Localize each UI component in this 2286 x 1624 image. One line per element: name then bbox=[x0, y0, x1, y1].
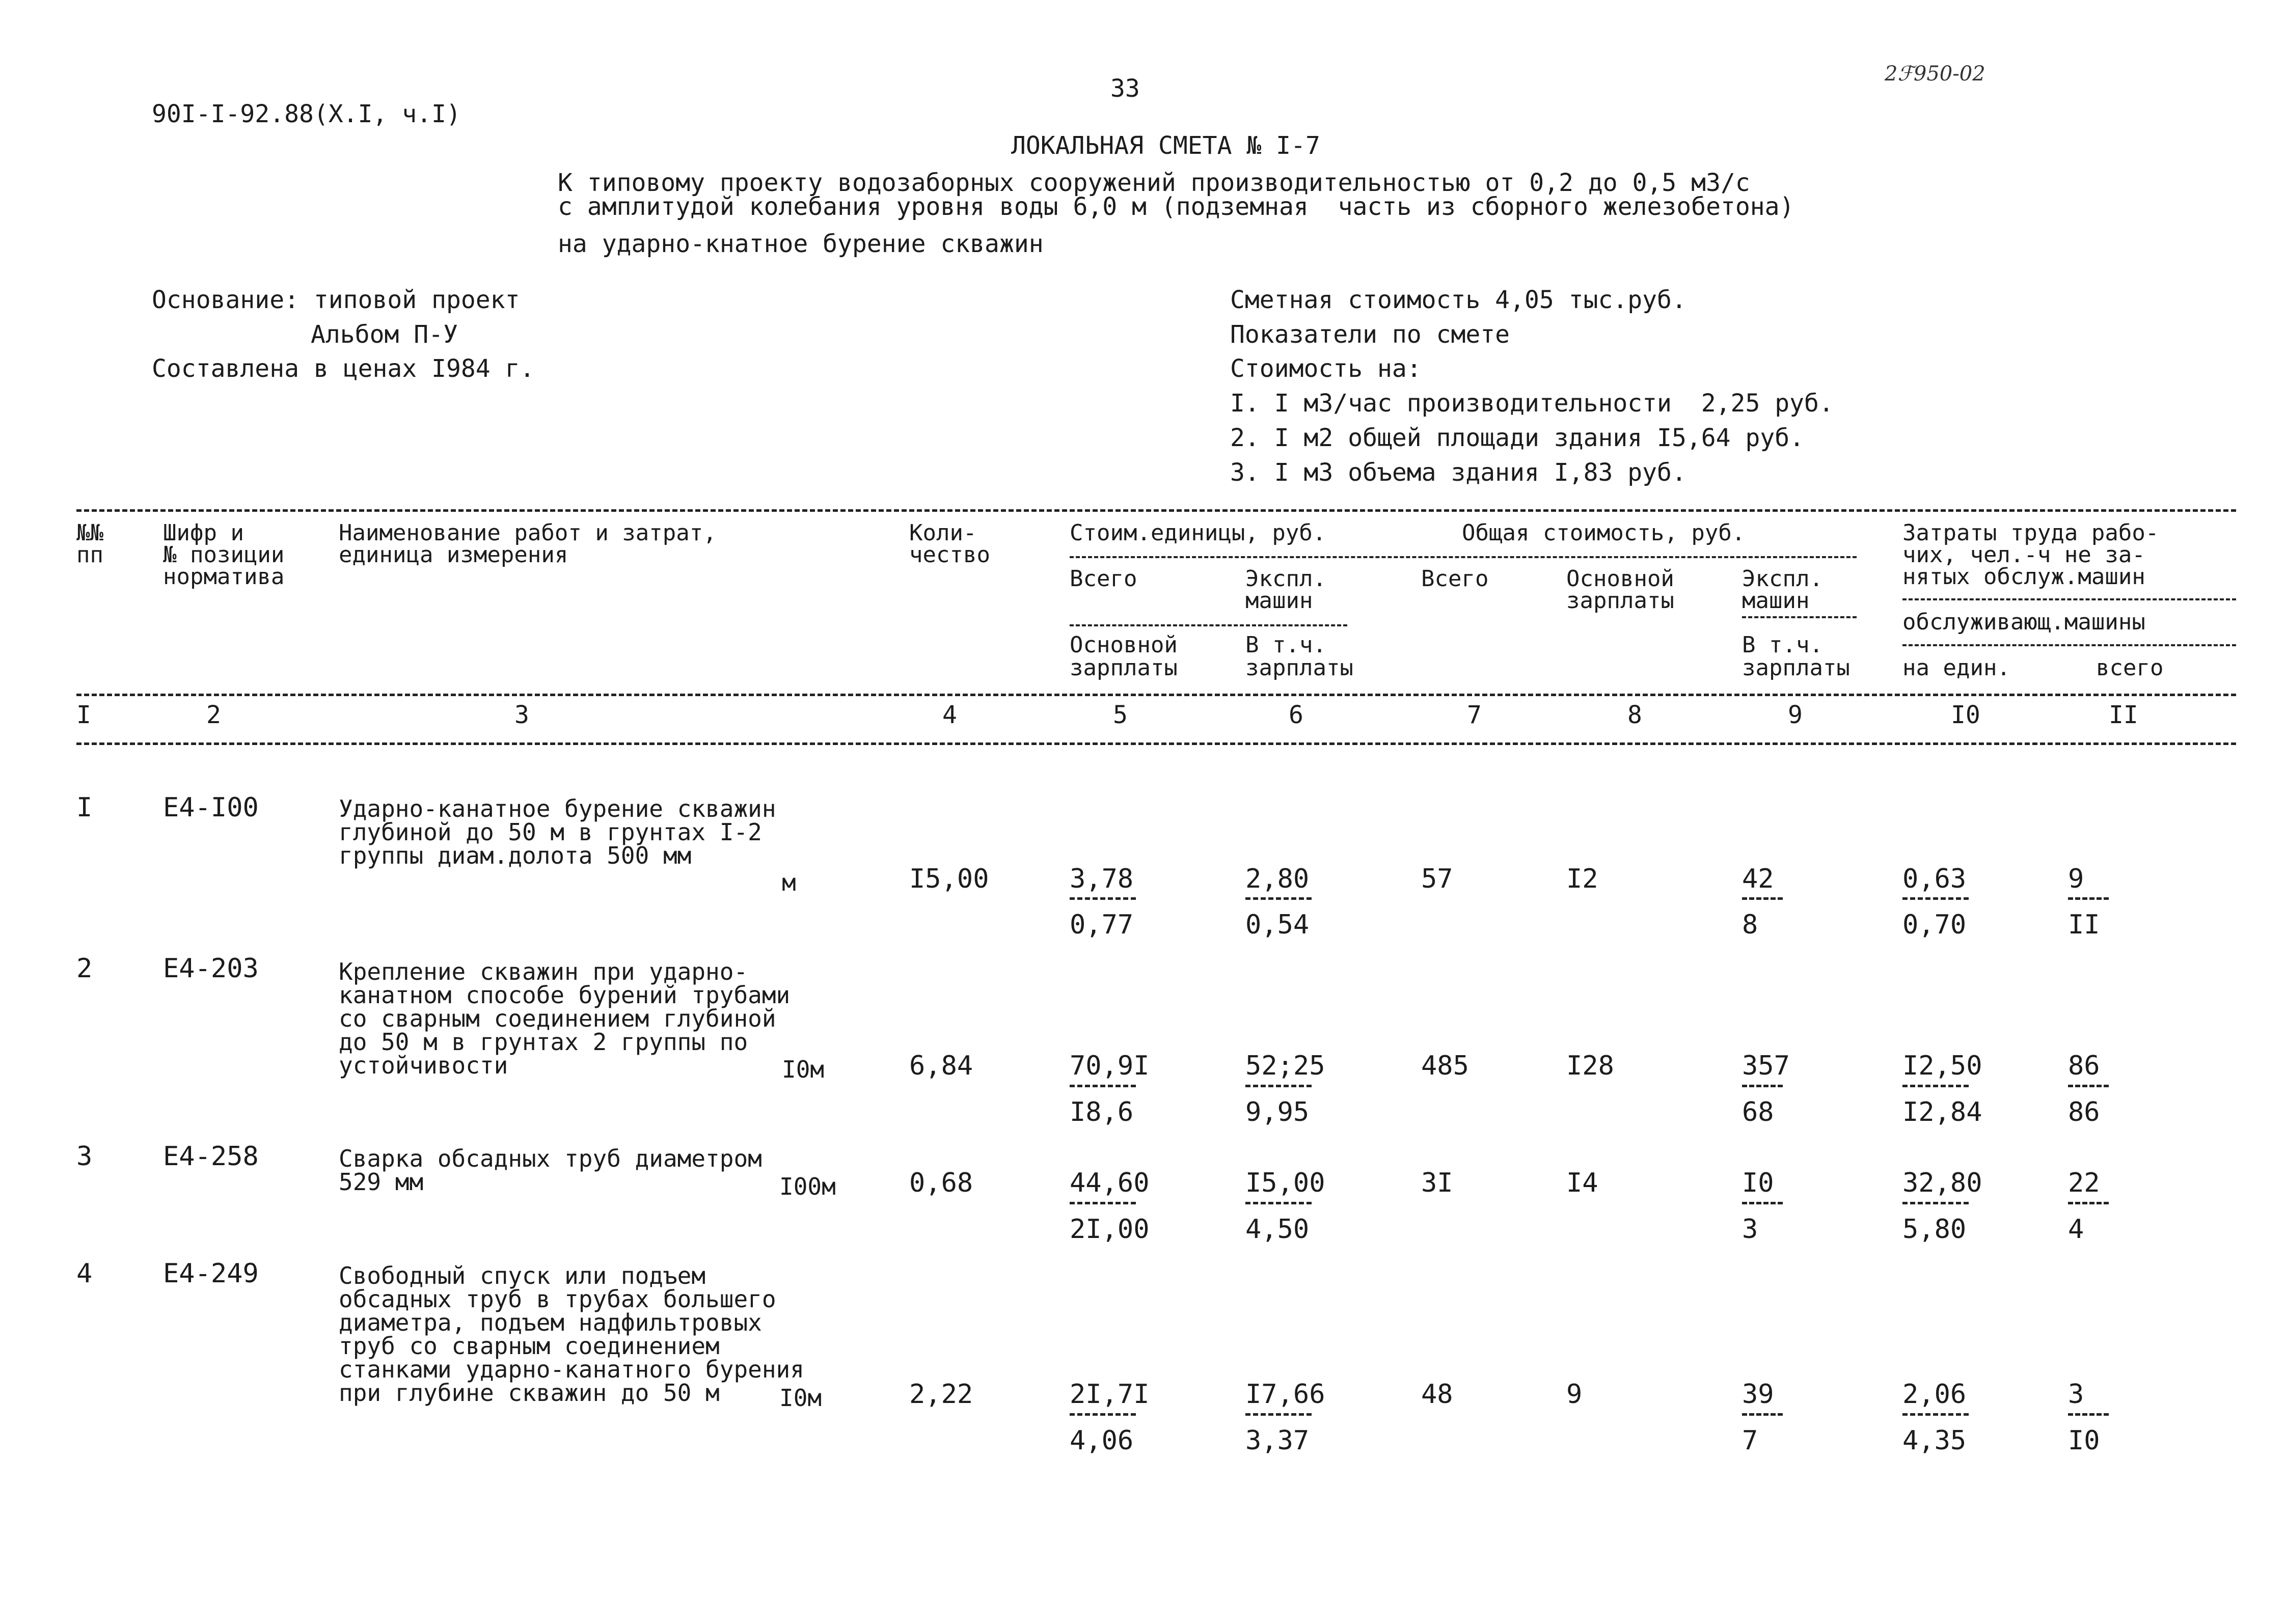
col9-header-top-2: машин bbox=[1742, 588, 1810, 614]
col3-header-1: Наименование работ и затрат, bbox=[339, 520, 717, 546]
page-number: 33 bbox=[1110, 74, 1140, 103]
col9-header-bot-1: В т.ч. bbox=[1742, 632, 1823, 658]
fraction-line bbox=[1070, 1413, 1136, 1416]
basis-line-1: Основание: типовой проект bbox=[152, 286, 520, 314]
page-title: ЛОКАЛЬНАЯ СМЕТА № I-7 bbox=[1011, 131, 1320, 160]
col2-header-3: норматива bbox=[163, 564, 285, 590]
cost-subheader-rule bbox=[1070, 556, 1857, 558]
labor-header-2: чих, чел.-ч не за- bbox=[1902, 542, 2145, 568]
document-code: 90I-I-92.88(X.I, ч.I) bbox=[152, 100, 461, 128]
row-c9-bot: 8 bbox=[1742, 910, 1758, 940]
unit-cost-split-rule bbox=[1070, 624, 1347, 626]
col1-header: №№ bbox=[76, 520, 103, 546]
row-name: Сварка обсадных труб диаметром 529 мм bbox=[339, 1145, 762, 1196]
fraction-line bbox=[2068, 1202, 2109, 1204]
fraction-line bbox=[2068, 897, 2109, 900]
row-number: 3 bbox=[76, 1141, 93, 1172]
fraction-line bbox=[1742, 1413, 1783, 1416]
col1-header-2: пп bbox=[76, 542, 103, 568]
row-c6-bot: 0,54 bbox=[1245, 910, 1310, 940]
unit-cost-header: Стоим.единицы, руб. bbox=[1070, 520, 1326, 546]
col4-header-1: Коли- bbox=[909, 520, 977, 546]
row-qty: 0,68 bbox=[909, 1168, 973, 1198]
fraction-line bbox=[1902, 1413, 1969, 1416]
col-number-1: I bbox=[76, 701, 91, 729]
row-c9-top: 357 bbox=[1742, 1051, 1790, 1081]
labor-rule-2 bbox=[1902, 644, 2236, 646]
row-c7: 3I bbox=[1421, 1168, 1453, 1198]
row-number: 2 bbox=[76, 953, 93, 984]
row-c9-bot: 68 bbox=[1742, 1097, 1774, 1127]
col-number-8: 8 bbox=[1627, 701, 1642, 729]
row-unit: I0м bbox=[782, 1056, 825, 1083]
col2-header-1: Шифр и bbox=[163, 520, 244, 546]
col-number-2: 2 bbox=[206, 701, 221, 729]
row-c11-top: 3 bbox=[2068, 1379, 2084, 1410]
numbers-bottom-rule bbox=[76, 742, 2236, 745]
row-c7: 48 bbox=[1421, 1379, 1453, 1410]
cost-per-volume: 3. I м3 объема здания I,83 руб. bbox=[1230, 458, 1686, 487]
row-c7: 485 bbox=[1421, 1051, 1469, 1081]
col-number-9: 9 bbox=[1788, 701, 1803, 729]
row-name: Свободный спуск или подъем обсадных труб в трубах большего диаметра, подъем надфильтровых труб со сварным соединением станками ударно-канатного бурения при глубине скважин до 50 м bbox=[339, 1262, 804, 1407]
row-unit: I00м bbox=[779, 1173, 836, 1200]
fraction-line bbox=[2068, 1413, 2109, 1416]
fraction-line bbox=[1245, 897, 1312, 900]
row-c6-top: 2,80 bbox=[1245, 864, 1310, 894]
row-c5-top: 2I,7I bbox=[1070, 1379, 1150, 1410]
row-unit: I0м bbox=[779, 1384, 822, 1412]
cost-per-area: 2. I м2 общей площади здания I5,64 руб. bbox=[1230, 424, 1805, 452]
col5-header-top: Всего bbox=[1070, 566, 1137, 592]
row-c5-bot: 0,77 bbox=[1070, 910, 1134, 940]
subtitle-line-1: К типовому проекту водозаборных сооружений производительностью от 0,2 до 0,5 м3/с bbox=[558, 169, 1750, 197]
row-c8: I2 bbox=[1566, 864, 1598, 894]
indicators-heading: Показатели по смете bbox=[1230, 320, 1510, 349]
handwritten-stamp: 2ℱ950-02 bbox=[1885, 62, 1985, 86]
col5-header-bot-1: Основной bbox=[1070, 632, 1178, 658]
row-c6-top: I7,66 bbox=[1245, 1379, 1325, 1410]
labor-rule-1 bbox=[1902, 598, 2236, 600]
row-c9-top: I0 bbox=[1742, 1168, 1774, 1198]
col11-header: всего bbox=[2096, 655, 2164, 681]
fraction-line bbox=[1245, 1413, 1312, 1416]
total-cost-header: Общая стоимость, руб. bbox=[1462, 520, 1746, 546]
subtitle-line-3: на ударно-кнатное бурение скважин bbox=[558, 230, 1044, 258]
row-number: 4 bbox=[76, 1258, 93, 1289]
col8-header-2: зарплаты bbox=[1566, 588, 1674, 614]
row-code: E4-258 bbox=[163, 1141, 259, 1172]
row-c5-bot: 4,06 bbox=[1070, 1425, 1134, 1456]
row-c5-top: 44,60 bbox=[1070, 1168, 1150, 1198]
row-code: E4-249 bbox=[163, 1258, 259, 1289]
row-qty: I5,00 bbox=[909, 864, 989, 894]
row-c10-top: 0,63 bbox=[1902, 864, 1967, 894]
row-code: E4-203 bbox=[163, 953, 259, 984]
row-c6-top: I5,00 bbox=[1245, 1168, 1325, 1198]
estimated-cost: Сметная стоимость 4,05 тыс.руб. bbox=[1230, 286, 1686, 314]
row-c11-bot: II bbox=[2068, 910, 2100, 940]
row-c10-bot: I2,84 bbox=[1902, 1097, 1982, 1127]
row-c9-bot: 7 bbox=[1742, 1425, 1758, 1456]
col6-header-bot-2: зарплаты bbox=[1245, 655, 1353, 681]
col-number-6: 6 bbox=[1289, 701, 1303, 729]
fraction-line bbox=[1902, 1085, 1969, 1087]
col5-header-bot-2: зарплаты bbox=[1070, 655, 1178, 681]
col-number-4: 4 bbox=[942, 701, 957, 729]
col-number-3: 3 bbox=[514, 701, 529, 729]
header-bottom-rule bbox=[76, 694, 2236, 696]
row-unit: м bbox=[782, 869, 796, 896]
labor-header-1: Затраты труда рабо- bbox=[1902, 520, 2159, 546]
fraction-line bbox=[1742, 1202, 1783, 1204]
col8-header-1: Основной bbox=[1566, 566, 1674, 592]
col3-header-2: единица измерения bbox=[339, 542, 568, 568]
fraction-line bbox=[1245, 1202, 1312, 1204]
row-c11-top: 22 bbox=[2068, 1168, 2100, 1198]
basis-line-2: Альбом П-У bbox=[311, 320, 458, 349]
row-c6-bot: 3,37 bbox=[1245, 1425, 1310, 1456]
fraction-line bbox=[1070, 897, 1136, 900]
row-c9-bot: 3 bbox=[1742, 1214, 1758, 1245]
row-c10-bot: 4,35 bbox=[1902, 1425, 1967, 1456]
cost-per-capacity: I. I м3/час производительности 2,25 руб. bbox=[1230, 389, 1834, 418]
row-c11-top: 9 bbox=[2068, 864, 2084, 894]
row-c5-top: 70,9I bbox=[1070, 1051, 1150, 1081]
cost-per-heading: Стоимость на: bbox=[1230, 354, 1422, 383]
row-c9-top: 39 bbox=[1742, 1379, 1774, 1410]
col-number-11: II bbox=[2109, 701, 2138, 729]
row-c8: I28 bbox=[1566, 1051, 1614, 1081]
subtitle-line-2: с амплитудой колебания уровня воды 6,0 м (подземная часть из сборного железобетона) bbox=[558, 192, 1794, 221]
fraction-line bbox=[1742, 897, 1783, 900]
fraction-line bbox=[1902, 1202, 1969, 1204]
col-number-10: I0 bbox=[1951, 701, 1980, 729]
fraction-line bbox=[1742, 1085, 1783, 1087]
col2-header-2: № позиции bbox=[163, 542, 285, 568]
row-qty: 6,84 bbox=[909, 1051, 973, 1081]
row-c5-bot: I8,6 bbox=[1070, 1097, 1134, 1127]
row-code: E4-I00 bbox=[163, 792, 259, 823]
row-c10-bot: 5,80 bbox=[1902, 1214, 1967, 1245]
labor-header-3: нятых обслуж.машин bbox=[1902, 564, 2145, 590]
basis-line-3: Составлена в ценах I984 г. bbox=[152, 354, 535, 383]
fraction-line bbox=[1070, 1085, 1136, 1087]
col4-header-2: чество bbox=[909, 542, 990, 568]
row-name: Крепление скважин при ударно-канатном способе бурений трубами со сварным соединением глубиной до 50 м в грунтах 2 группы по устойчивости bbox=[339, 958, 791, 1079]
row-c10-top: 2,06 bbox=[1902, 1379, 1967, 1410]
row-c8: I4 bbox=[1566, 1168, 1598, 1198]
fraction-line bbox=[2068, 1085, 2109, 1087]
row-qty: 2,22 bbox=[909, 1379, 973, 1410]
row-name: Ударно-канатное бурение скважин глубиной до 50 м в грунтах I-2 группы диам.долота 500 мм bbox=[339, 795, 776, 869]
row-c5-top: 3,78 bbox=[1070, 864, 1134, 894]
fraction-line bbox=[1245, 1085, 1312, 1087]
row-c6-bot: 4,50 bbox=[1245, 1214, 1310, 1245]
col7-header: Всего bbox=[1421, 566, 1489, 592]
col6-header-top-2: машин bbox=[1245, 588, 1313, 614]
col9-split-rule bbox=[1742, 616, 1857, 618]
col6-header-bot-1: В т.ч. bbox=[1245, 632, 1326, 658]
row-c6-top: 52;25 bbox=[1245, 1051, 1325, 1081]
row-c8: 9 bbox=[1566, 1379, 1583, 1410]
row-c11-bot: I0 bbox=[2068, 1425, 2100, 1456]
row-c10-top: 32,80 bbox=[1902, 1168, 1982, 1198]
fraction-line bbox=[1070, 1202, 1136, 1204]
fraction-line bbox=[1902, 897, 1969, 900]
col-number-7: 7 bbox=[1467, 701, 1482, 729]
col9-header-bot-2: зарплаты bbox=[1742, 655, 1850, 681]
labor-header-4: обслуживающ.машины bbox=[1902, 609, 2145, 635]
row-c11-bot: 86 bbox=[2068, 1097, 2100, 1127]
row-c6-bot: 9,95 bbox=[1245, 1097, 1310, 1127]
row-number: I bbox=[76, 792, 93, 823]
row-c10-top: I2,50 bbox=[1902, 1051, 1982, 1081]
row-c7: 57 bbox=[1421, 864, 1453, 894]
row-c11-top: 86 bbox=[2068, 1051, 2100, 1081]
row-c9-top: 42 bbox=[1742, 864, 1774, 894]
col6-header-top-1: Экспл. bbox=[1245, 566, 1326, 592]
row-c11-bot: 4 bbox=[2068, 1214, 2084, 1245]
table-top-rule bbox=[76, 509, 2236, 512]
col10-header: на един. bbox=[1902, 655, 2010, 681]
row-c5-bot: 2I,00 bbox=[1070, 1214, 1150, 1245]
col9-header-top-1: Экспл. bbox=[1742, 566, 1823, 592]
row-c10-bot: 0,70 bbox=[1902, 910, 1967, 940]
col-number-5: 5 bbox=[1113, 701, 1128, 729]
